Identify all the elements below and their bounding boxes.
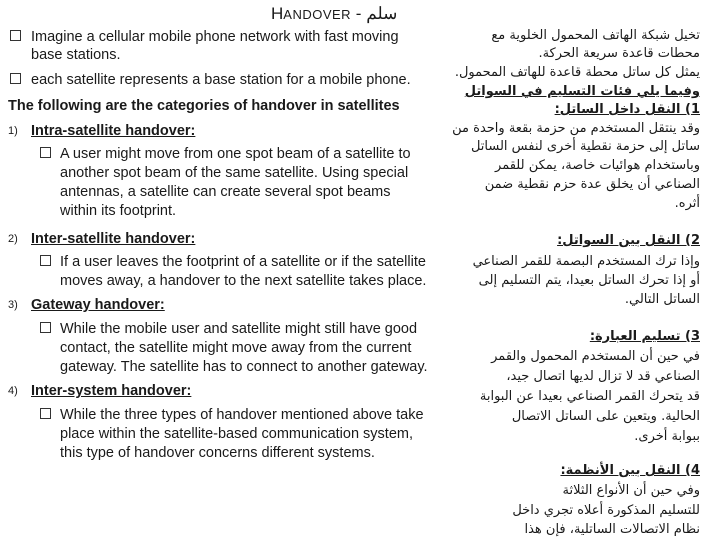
section-line: contact, the satellite might move away from the current xyxy=(60,340,412,356)
title-separator: - xyxy=(351,4,367,23)
section-line: place within the satellite-based communication system, xyxy=(60,426,413,442)
sub-bullet-icon xyxy=(40,253,51,271)
section-heading-inter-satellite: Inter-satellite handover: xyxy=(31,231,196,247)
section-line: antennas, a satellite can create several spot beams xyxy=(60,184,391,200)
intro-line-1: Imagine a cellular mobile phone network with fast moving xyxy=(31,29,399,45)
arabic-line: نظام الاتصالات الساتلية، فإن هذا xyxy=(524,522,700,537)
section-line: gateway. The satellite has to connect to another gateway. xyxy=(60,359,428,375)
intro-line-2: base stations. xyxy=(31,47,121,63)
arabic-line: وقد ينتقل المستخدم من حزمة بقعة واحدة من xyxy=(452,121,700,136)
arabic-section-heading: 3) تسليم العبارة: xyxy=(589,329,700,344)
section-heading-gateway: Gateway handover: xyxy=(31,297,165,313)
arabic-line: الحالية. ويتعين على الساتل الاتصال xyxy=(511,409,700,424)
intro-line-3: each satellite represents a base station for a mobile phone. xyxy=(31,72,411,88)
arabic-line: الصناعي أن يخلق عدة حزم نقطية ضمن xyxy=(484,177,700,192)
arabic-heading: وفيما يلي فئات التسليم في السواتل xyxy=(464,84,700,99)
section-line: within its footprint. xyxy=(60,203,177,219)
arabic-line: وفي حين أن الأنواع الثلاثة xyxy=(562,483,700,498)
section-line: A user might move from one spot beam of a satellite to xyxy=(60,146,411,162)
page-title xyxy=(271,4,397,24)
arabic-section-heading: 1) النقل داخل الساتل: xyxy=(554,102,700,117)
arabic-line: محطات قاعدة سريعة الحركة. xyxy=(538,46,700,61)
sub-bullet-icon xyxy=(40,406,51,424)
arabic-line: ساتل إلى حزمة نقطية أخرى لنفس الساتل xyxy=(470,139,700,154)
arabic-line: في حين أن المستخدم المحمول والقمر xyxy=(491,349,700,364)
arabic-line: يمثل كل ساتل محطة قاعدة للهاتف المحمول. xyxy=(454,65,700,80)
arabic-line: ببوابة أخرى. xyxy=(634,429,700,444)
section-line: If a user leaves the footprint of a satellite or if the satellite xyxy=(60,254,426,270)
arabic-section-heading: 4) النقل بين الأنظمة: xyxy=(560,463,700,478)
arabic-line: الصناعي قد لا تزال لديها اتصال جيد، xyxy=(506,369,700,384)
bullet-icon xyxy=(10,28,21,46)
title-rest: ANDOVER xyxy=(283,7,352,22)
arabic-line: للتسليم المذكورة أعلاه تجري داخل xyxy=(512,503,700,518)
arabic-line: تخيل شبكة الهاتف المحمول الخلوية مع xyxy=(491,28,700,43)
section-number: 2) xyxy=(8,233,18,245)
section-line: While the three types of handover mentioned above take xyxy=(60,407,424,423)
arabic-line: الساتل التالي. xyxy=(624,292,700,307)
section-line: While the mobile user and satellite might still have good xyxy=(60,321,418,337)
arabic-line: وإذا ترك المستخدم البصمة للقمر الصناعي xyxy=(472,254,700,269)
title-first-letter: H xyxy=(271,4,284,23)
section-number: 4) xyxy=(8,385,18,397)
section-line: moves away, a handover to the next satellite takes place. xyxy=(60,273,427,289)
arabic-line: وباستخدام هوائيات خاصة، يمكن للقمر xyxy=(495,158,700,173)
arabic-line: أو إذا تحرك الساتل بعيدا، يتم التسليم إلى xyxy=(478,273,700,288)
sub-bullet-icon xyxy=(40,320,51,338)
bullet-icon xyxy=(10,71,21,89)
section-line: another spot beam of the same satellite. Using special xyxy=(60,165,409,181)
arabic-line: أثره. xyxy=(674,196,700,211)
section-line: this type of handover concerns different systems. xyxy=(60,445,375,461)
sub-bullet-icon xyxy=(40,145,51,163)
section-number: 1) xyxy=(8,125,18,137)
categories-heading: The following are the categories of handover in satellites xyxy=(8,98,400,114)
arabic-section-heading: 2) النقل بين السواتل: xyxy=(557,233,700,248)
arabic-line: قد يتحرك القمر الصناعي بعيدا عن البوابة xyxy=(479,389,700,404)
title-arabic: سلم xyxy=(366,4,398,23)
section-heading-intra: Intra-satellite handover: xyxy=(31,123,196,139)
section-number: 3) xyxy=(8,299,18,311)
section-heading-inter-system: Inter-system handover: xyxy=(31,383,192,399)
